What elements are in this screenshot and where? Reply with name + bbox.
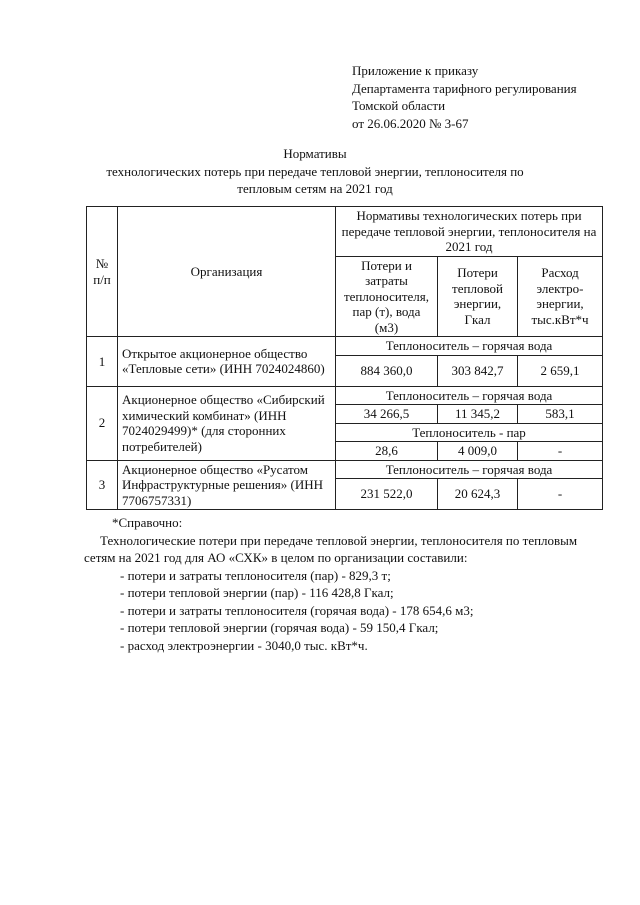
header-num: № п/п: [87, 207, 118, 337]
header-carrier-losses: Потери и затраты теплоносителя, пар (т), вода (м3): [336, 256, 438, 337]
row-3-electricity: -: [518, 479, 603, 510]
row-2-water-electricity: 583,1: [518, 405, 603, 424]
row-2-num: 2: [87, 386, 118, 460]
appendix-line-1: Приложение к приказу: [352, 63, 479, 78]
appendix-header: [352, 62, 577, 132]
row-2-steam-electricity: -: [518, 442, 603, 461]
norms-table: [86, 206, 603, 510]
notes-section: [84, 514, 598, 654]
title-line-3: тепловым сетям на 2021 год: [237, 181, 393, 196]
appendix-date-number: от 26.06.2020 № 3-67: [352, 115, 469, 131]
row-1-electricity: 2 659,1: [518, 355, 603, 386]
list-item: - потери и затраты теплоносителя (пар) - 829,3 т;: [120, 567, 391, 583]
row-1-carrier-losses: 884 360,0: [336, 355, 438, 386]
document-title: [90, 145, 540, 198]
row-1-organization: Открытое акционерное общество «Тепловые сети» (ИНН 7024024860): [118, 337, 336, 387]
row-1-num: 1: [87, 337, 118, 387]
row-3-carrier: Теплоноситель – горячая вода: [336, 460, 603, 479]
list-item: - потери тепловой энергии (горячая вода) - 59 150,4 Гкал;: [120, 620, 439, 635]
row-3-carrier-losses: 231 522,0: [336, 479, 438, 510]
row-1-carrier: Теплоноситель – горячая вода: [336, 337, 603, 356]
row-2-carrier-steam: Теплоноситель - пар: [336, 423, 603, 442]
row-1-heat-losses: 303 842,7: [438, 355, 518, 386]
row-3-num: 3: [87, 460, 118, 510]
header-row-1: [87, 207, 603, 257]
row-2-water-carrier-losses: 34 266,5: [336, 405, 438, 424]
header-norms: Нормативы технологических потерь при передаче тепловой энергии, теплоносителя на 2021 год: [336, 207, 603, 257]
list-item: - расход электроэнергии - 3040,0 тыс. кВт*ч.: [120, 637, 368, 653]
row-3-organization: Акционерное общество «Русатом Инфраструктурные решения» (ИНН 7706757331): [118, 460, 336, 510]
row-2-organization: Акционерное общество «Сибирский химический комбинат» (ИНН 7024029499)* (для сторонних потребителей): [118, 386, 336, 460]
title-line-1: Нормативы: [283, 146, 347, 161]
row-2-steam-carrier-losses: 28,6: [336, 442, 438, 461]
row-3-heat-losses: 20 624,3: [438, 479, 518, 510]
list-item: - потери тепловой энергии (пар) - 116 428,8 Гкал;: [120, 585, 394, 600]
table-row: [87, 337, 603, 356]
notes-reference: *Справочно:: [112, 515, 183, 530]
notes-list: [112, 567, 598, 655]
header-organization: Организация: [118, 207, 336, 337]
table-row: [87, 460, 603, 479]
notes-paragraph: Технологические потери при передаче тепловой энергии, теплоносителя по тепловым сетям на 2021 год для АО «СХК» в целом по организации составили:: [84, 532, 578, 565]
appendix-line-2: Департамента тарифного регулирования: [352, 80, 577, 96]
row-2-water-heat-losses: 11 345,2: [438, 405, 518, 424]
list-item: - потери и затраты теплоносителя (горячая вода) - 178 654,6 м3;: [120, 602, 474, 618]
header-heat-losses: Потери тепловой энергии, Гкал: [438, 256, 518, 337]
header-electricity: Расход электро-энергии, тыс.кВт*ч: [518, 256, 603, 337]
appendix-line-3: Томской области: [352, 98, 446, 113]
row-2-steam-heat-losses: 4 009,0: [438, 442, 518, 461]
row-2-carrier-water: Теплоноситель – горячая вода: [336, 386, 603, 405]
title-line-2: технологических потерь при передаче тепловой энергии, теплоносителя по: [106, 163, 524, 179]
table-row: [87, 386, 603, 405]
